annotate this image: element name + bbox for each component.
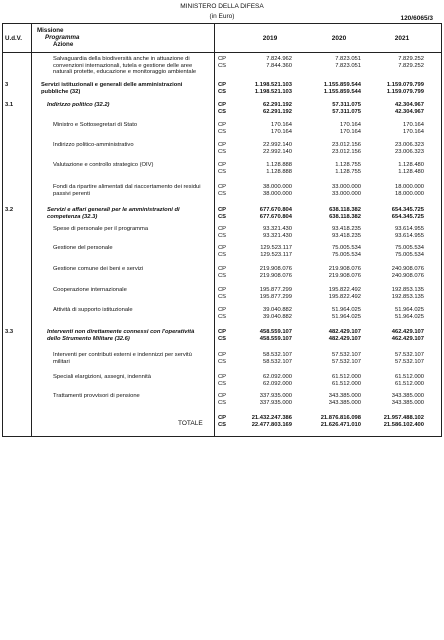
cp-tag: CP xyxy=(218,207,227,213)
row-label: Cooperazione internazionale xyxy=(53,287,127,293)
table-row xyxy=(0,162,444,182)
cs-value: 343.385.000 xyxy=(328,400,361,406)
cs-value: 75.005.534 xyxy=(331,252,361,258)
cs-value: 1.128.888 xyxy=(266,169,292,175)
totale-cs-2020: 21.626.471.010 xyxy=(320,422,361,428)
cs-value: 337.935.000 xyxy=(259,400,292,406)
row-code: 3.3 xyxy=(5,329,14,335)
cs-value: 61.512.000 xyxy=(394,381,424,387)
cp-value: 93.614.955 xyxy=(394,226,424,232)
cp-value: 1.128.888 xyxy=(266,162,292,168)
totale-row xyxy=(0,415,444,435)
cp-tag: CP xyxy=(218,226,227,232)
cp-value: 129.523.117 xyxy=(260,245,292,251)
cs-value: 7.829.252 xyxy=(398,63,424,69)
row-label: Indirizzo politico-amministrativo xyxy=(53,142,134,148)
table-row xyxy=(0,184,444,204)
row-label: Interventi non direttamente connessi con l'operatività dello Strumento Militare (32.6) xyxy=(47,329,195,342)
cs-value: 677.670.804 xyxy=(259,214,292,220)
cs-value: 343.385.000 xyxy=(391,400,424,406)
cs-value: 195.877.299 xyxy=(259,294,292,300)
cp-value: 170.164 xyxy=(340,122,361,128)
currency-unit: (in Euro) xyxy=(209,13,235,20)
totale-cs-2019: 22.477.803.169 xyxy=(251,422,292,428)
cs-value: 93.614.955 xyxy=(394,233,424,239)
table-row xyxy=(0,226,444,246)
cs-value: 7.823.051 xyxy=(335,63,361,69)
cp-value: 1.159.079.799 xyxy=(386,82,424,88)
cp-value: 42.304.967 xyxy=(394,102,424,108)
cp-value: 62.092.000 xyxy=(262,374,292,380)
row-label: Servizi e affari generali per le amministrazioni di competenza (32.3) xyxy=(47,207,180,220)
table-row xyxy=(0,102,444,122)
cp-tag: CP xyxy=(218,56,227,62)
cp-value: 57.532.107 xyxy=(331,352,361,358)
cs-tag: CS xyxy=(218,169,227,175)
cs-value: 170.164 xyxy=(271,129,292,135)
cp-tag: CP xyxy=(218,82,227,88)
cs-value: 7.844.360 xyxy=(266,63,292,69)
cp-value: 18.000.000 xyxy=(394,184,424,190)
cp-value: 57.532.107 xyxy=(394,352,424,358)
cp-tag: CP xyxy=(218,184,227,190)
row-code: 3.1 xyxy=(5,102,14,108)
totale-cp-2021: 21.957.488.102 xyxy=(383,415,424,421)
cs-tag: CS xyxy=(218,109,227,115)
cs-tag: CS xyxy=(218,400,227,406)
cp-tag: CP xyxy=(218,122,227,128)
row-label: Fondi da ripartire alimentati dal riaccertamento dei residui passivi perenti xyxy=(53,184,201,197)
table-row xyxy=(0,207,444,227)
table-row xyxy=(0,82,444,102)
cs-value: 38.000.000 xyxy=(262,191,292,197)
cs-value: 638.118.382 xyxy=(329,214,361,220)
document-title: MINISTERO DELLA DIFESA xyxy=(180,3,264,10)
row-label: Gestione comune dei beni e servizi xyxy=(53,266,144,272)
cp-value: 170.164 xyxy=(403,122,424,128)
cp-value: 58.532.107 xyxy=(262,352,292,358)
header-year-2021: 2021 xyxy=(394,35,410,42)
cp-value: 343.385.000 xyxy=(391,393,424,399)
cs-tag: CS xyxy=(218,422,227,428)
cs-value: 462.429.107 xyxy=(391,336,424,342)
cp-value: 343.385.000 xyxy=(328,393,361,399)
cp-value: 170.164 xyxy=(271,122,292,128)
cs-value: 195.822.492 xyxy=(328,294,361,300)
cp-value: 75.005.534 xyxy=(331,245,361,251)
cp-value: 61.512.000 xyxy=(394,374,424,380)
cs-tag: CS xyxy=(218,233,227,239)
cs-value: 192.853.135 xyxy=(391,294,424,300)
cs-value: 482.429.107 xyxy=(328,336,361,342)
row-label: Servizi istituzionali e generali delle amministrazioni pubbliche (32) xyxy=(41,82,183,95)
row-code: 3 xyxy=(5,82,9,88)
row-label: Gestione del personale xyxy=(53,245,113,251)
row-label: Attività di supporto istituzionale xyxy=(53,307,133,313)
cs-value: 18.000.000 xyxy=(394,191,424,197)
table-row xyxy=(0,287,444,307)
cp-value: 7.823.051 xyxy=(335,56,361,62)
cp-value: 638.118.382 xyxy=(329,207,361,213)
cs-tag: CS xyxy=(218,63,227,69)
cs-value: 170.164 xyxy=(403,129,424,135)
cs-value: 1.155.859.544 xyxy=(323,89,361,95)
cp-value: 23.006.323 xyxy=(394,142,424,148)
cs-tag: CS xyxy=(218,214,227,220)
row-label: Valutazione e controllo strategico (OIV) xyxy=(53,162,154,168)
cs-value: 33.000.000 xyxy=(331,191,361,197)
cp-value: 654.345.725 xyxy=(391,207,424,213)
cp-value: 33.000.000 xyxy=(331,184,361,190)
cs-value: 57.532.107 xyxy=(331,359,361,365)
cp-value: 195.877.299 xyxy=(259,287,292,293)
header-azione: Azione xyxy=(53,41,74,48)
cp-value: 57.311.075 xyxy=(332,102,361,108)
cp-value: 7.824.962 xyxy=(266,56,292,62)
cs-value: 93.321.430 xyxy=(262,233,292,239)
cs-value: 1.159.079.799 xyxy=(386,89,424,95)
cs-value: 23.012.156 xyxy=(331,149,361,155)
header-year-2020: 2020 xyxy=(331,35,347,42)
cs-tag: CS xyxy=(218,191,227,197)
cp-value: 1.198.521.103 xyxy=(254,82,292,88)
cs-value: 61.512.000 xyxy=(331,381,361,387)
totale-cp-2019: 21.432.247.386 xyxy=(251,415,292,421)
cs-tag: CS xyxy=(218,314,227,320)
cs-value: 51.964.025 xyxy=(331,314,361,320)
table-row xyxy=(0,329,444,349)
header-missione: Missione xyxy=(37,27,64,34)
cs-tag: CS xyxy=(218,381,227,387)
totale-label: TOTALE xyxy=(178,420,203,427)
cp-value: 482.429.107 xyxy=(328,329,361,335)
cs-value: 240.908.076 xyxy=(391,273,424,279)
cp-value: 51.964.025 xyxy=(394,307,424,313)
cs-value: 1.198.521.103 xyxy=(254,89,292,95)
cs-tag: CS xyxy=(218,336,227,342)
cp-value: 93.418.235 xyxy=(331,226,361,232)
cp-tag: CP xyxy=(218,102,227,108)
cp-tag: CP xyxy=(218,307,227,313)
cs-value: 62.291.192 xyxy=(262,109,292,115)
cs-value: 22.992.140 xyxy=(262,149,292,155)
cs-tag: CS xyxy=(218,149,227,155)
cp-value: 462.429.107 xyxy=(391,329,424,335)
cp-value: 240.908.076 xyxy=(391,266,424,272)
cs-tag: CS xyxy=(218,129,227,135)
cp-tag: CP xyxy=(218,415,227,421)
table-row xyxy=(0,374,444,394)
table-top-border xyxy=(2,23,442,24)
cs-value: 39.040.882 xyxy=(262,314,292,320)
cs-value: 57.311.075 xyxy=(332,109,361,115)
row-label: Ministro e Sottosegretari di Stato xyxy=(53,122,138,128)
cp-tag: CP xyxy=(218,393,227,399)
cp-value: 62.291.192 xyxy=(262,102,292,108)
cp-tag: CP xyxy=(218,287,227,293)
cp-value: 51.964.025 xyxy=(331,307,361,313)
cp-tag: CP xyxy=(218,142,227,148)
row-code: 3.2 xyxy=(5,207,14,213)
cs-value: 23.006.323 xyxy=(394,149,424,155)
cs-value: 57.532.107 xyxy=(394,359,424,365)
cp-tag: CP xyxy=(218,352,227,358)
cp-tag: CP xyxy=(218,329,227,335)
cp-value: 61.512.000 xyxy=(331,374,361,380)
cs-tag: CS xyxy=(218,252,227,258)
table-row xyxy=(0,352,444,372)
cp-tag: CP xyxy=(218,245,227,251)
cs-value: 1.128.755 xyxy=(335,169,361,175)
cs-tag: CS xyxy=(218,359,227,365)
cp-value: 75.005.534 xyxy=(394,245,424,251)
cp-value: 337.935.000 xyxy=(259,393,292,399)
cs-value: 458.559.107 xyxy=(259,336,292,342)
cs-value: 219.908.076 xyxy=(328,273,361,279)
header-programmi: Programma xyxy=(45,34,80,41)
row-label: Indirizzo politico (32.2) xyxy=(47,102,110,108)
table-bottom-border xyxy=(2,436,442,437)
table-row xyxy=(0,393,444,413)
row-label: Salvaguardia della biodiversità anche in attuazione di convenzioni internazionali, tutela e gestione delle aree naturali protette, educazione e monitoraggio ambientale xyxy=(53,56,197,76)
cp-value: 7.829.252 xyxy=(398,56,424,62)
cp-tag: CP xyxy=(218,162,227,168)
row-label: Trattamenti provvisori di pensione xyxy=(53,393,140,399)
totale-cp-2020: 21.876.816.098 xyxy=(320,415,361,421)
cs-value: 93.418.235 xyxy=(331,233,361,239)
cp-value: 1.155.859.544 xyxy=(323,82,361,88)
cs-value: 1.128.480 xyxy=(398,169,424,175)
cs-value: 58.532.107 xyxy=(262,359,292,365)
document-number: 120/6065/3 xyxy=(400,15,433,22)
cp-value: 677.670.804 xyxy=(259,207,292,213)
table-row xyxy=(0,56,444,76)
cp-tag: CP xyxy=(218,266,227,272)
table-row xyxy=(0,307,444,327)
cs-tag: CS xyxy=(218,89,227,95)
cs-value: 170.164 xyxy=(340,129,361,135)
cp-value: 195.822.492 xyxy=(328,287,361,293)
cp-value: 39.040.882 xyxy=(262,307,292,313)
row-label: Spese di personale per il programma xyxy=(53,226,149,232)
cp-value: 1.128.755 xyxy=(335,162,361,168)
cs-tag: CS xyxy=(218,294,227,300)
cp-value: 458.559.107 xyxy=(259,329,292,335)
cs-value: 51.964.025 xyxy=(394,314,424,320)
header-bottom-border xyxy=(2,52,442,53)
table-row xyxy=(0,142,444,162)
cs-value: 42.304.967 xyxy=(394,109,424,115)
cp-value: 23.012.156 xyxy=(331,142,361,148)
cp-value: 38.000.000 xyxy=(262,184,292,190)
cp-value: 93.321.430 xyxy=(262,226,292,232)
cp-value: 192.853.135 xyxy=(391,287,424,293)
table-row xyxy=(0,266,444,286)
row-label: Interventi per contributi esterni e indennizzi per servitù militari xyxy=(53,352,192,365)
cs-tag: CS xyxy=(218,273,227,279)
cp-value: 22.992.140 xyxy=(262,142,292,148)
cs-value: 62.092.000 xyxy=(262,381,292,387)
header-year-2019: 2019 xyxy=(262,35,278,42)
header-udv: U.d.V. xyxy=(5,35,22,42)
cp-value: 219.908.076 xyxy=(328,266,361,272)
table-row xyxy=(0,245,444,265)
cs-value: 219.908.076 xyxy=(259,273,292,279)
cs-value: 654.345.725 xyxy=(391,214,424,220)
cs-value: 75.005.534 xyxy=(394,252,424,258)
row-label: Speciali elargizioni, assegni, indennità xyxy=(53,374,151,380)
cp-tag: CP xyxy=(218,374,227,380)
cs-value: 129.523.117 xyxy=(260,252,292,258)
totale-cs-2021: 21.586.102.400 xyxy=(383,422,424,428)
cp-value: 1.128.480 xyxy=(398,162,424,168)
table-row xyxy=(0,122,444,142)
cp-value: 219.908.076 xyxy=(259,266,292,272)
